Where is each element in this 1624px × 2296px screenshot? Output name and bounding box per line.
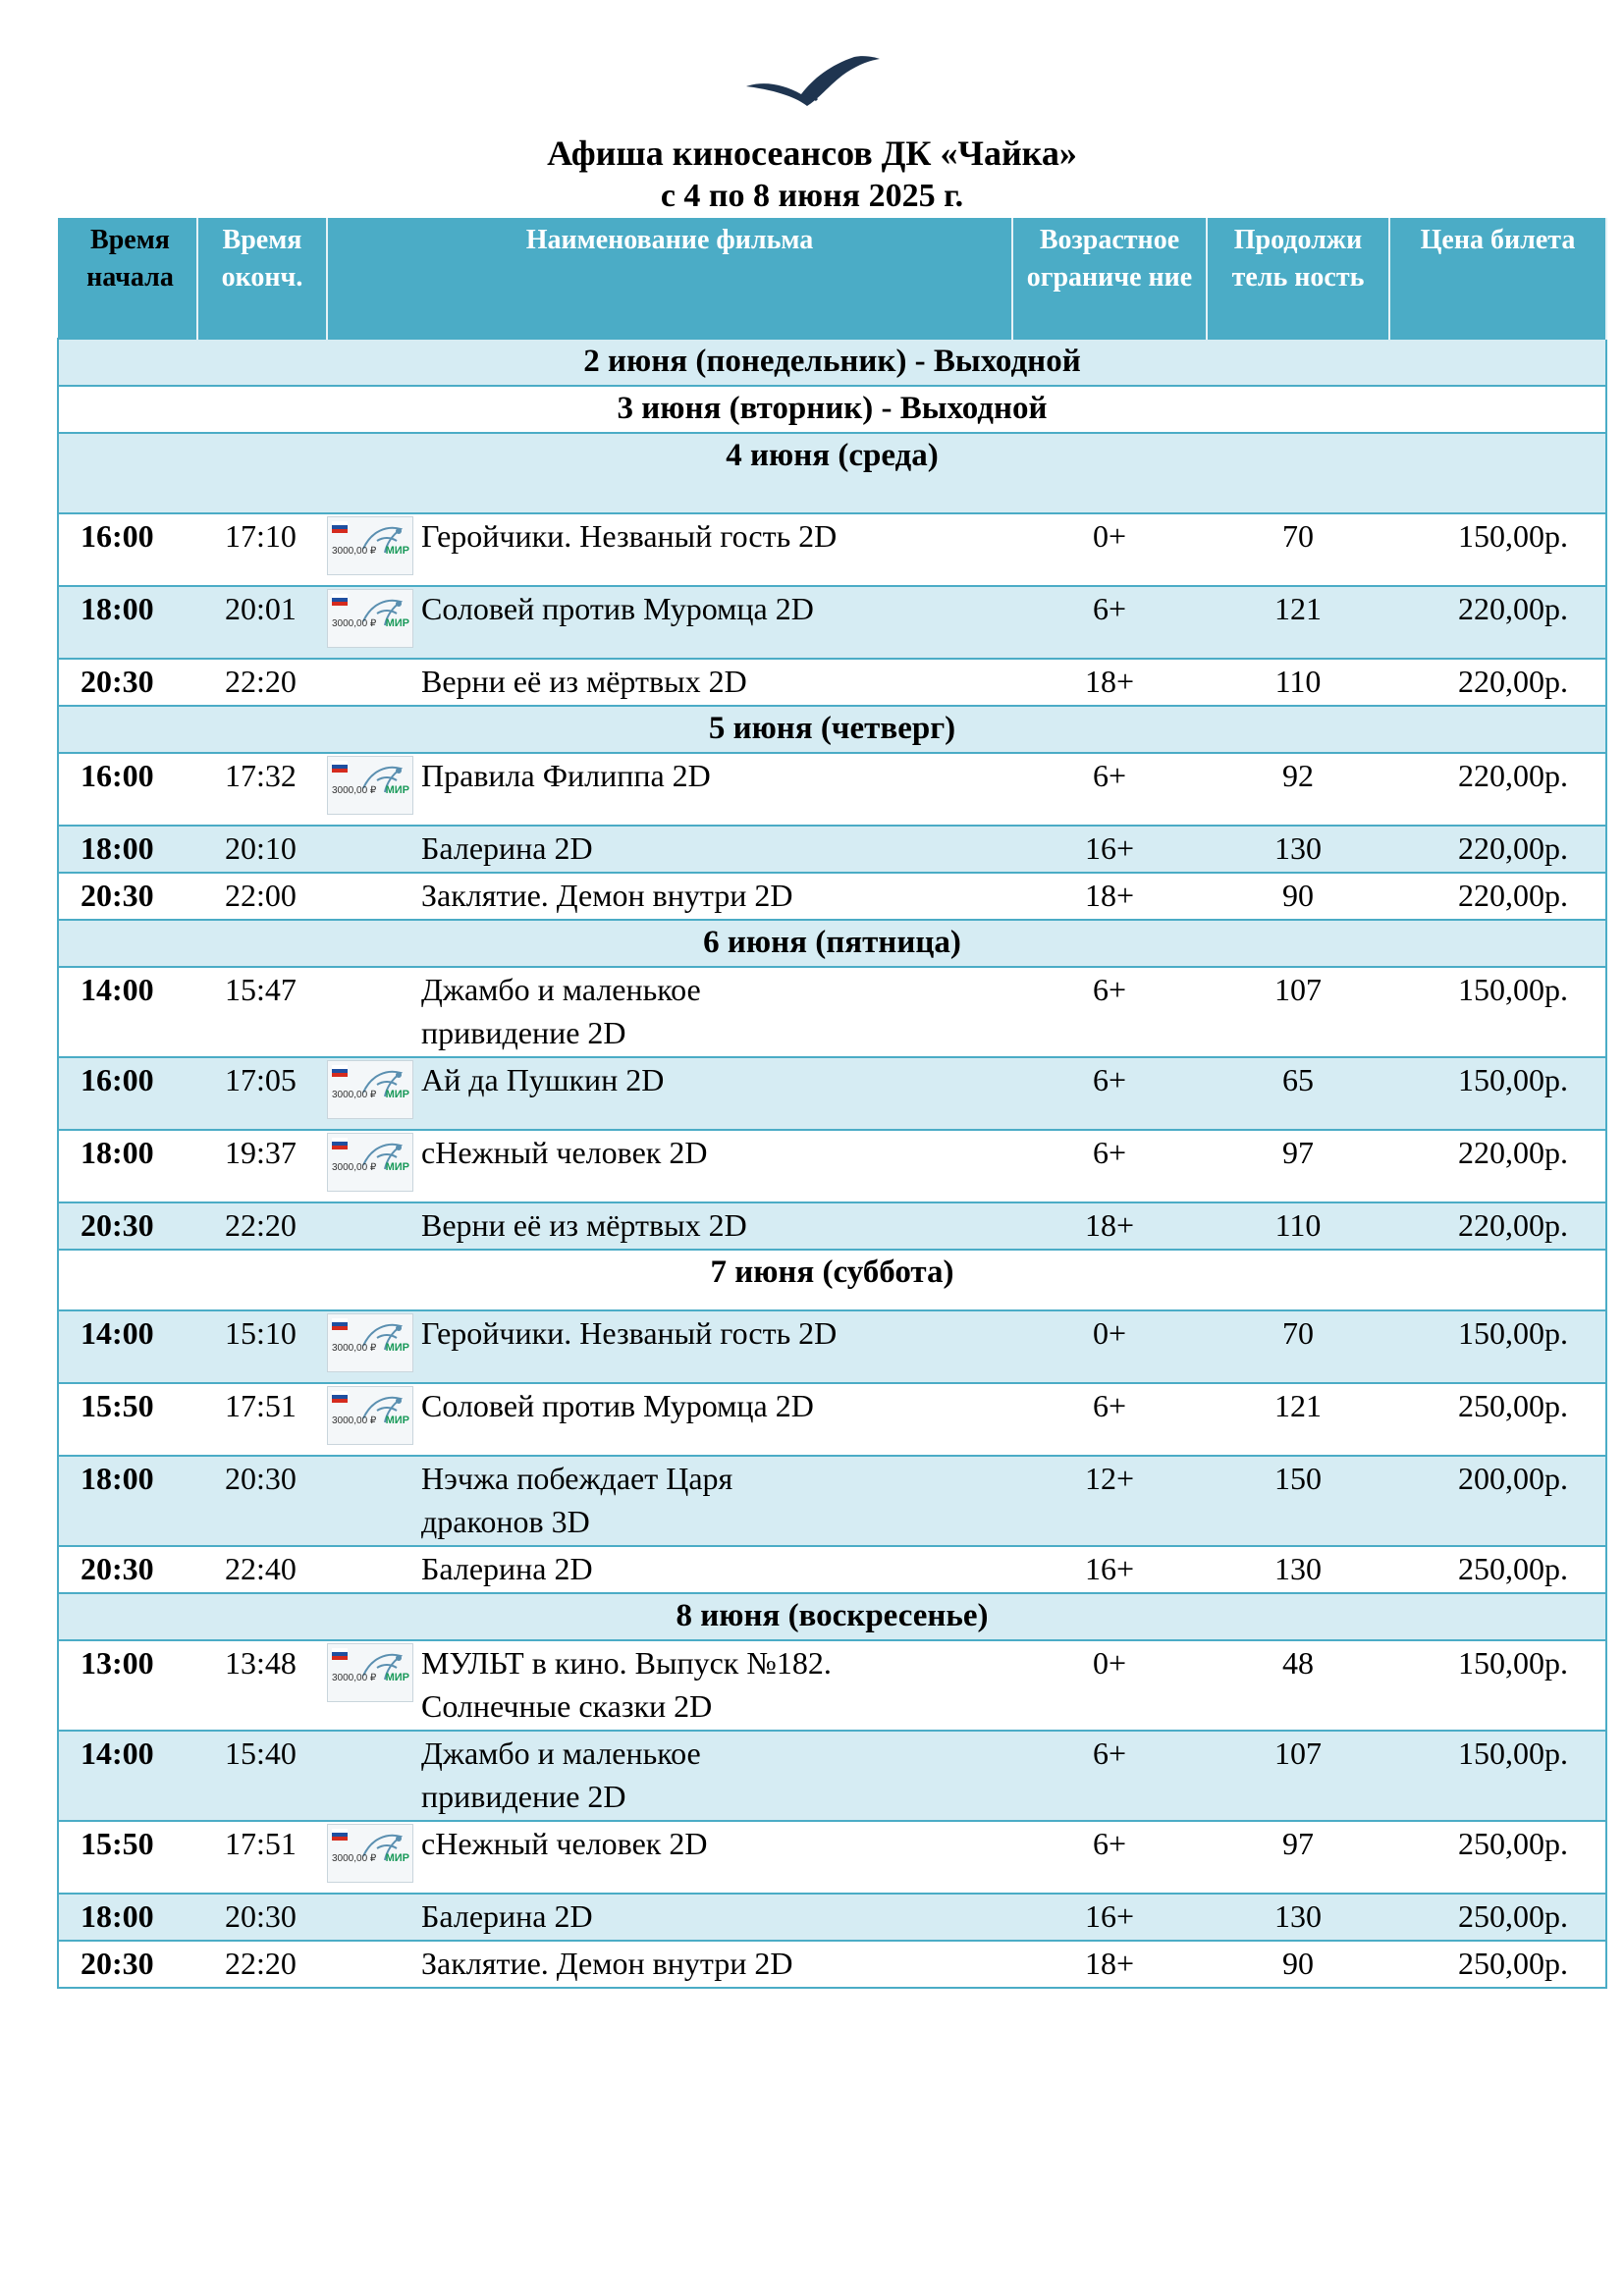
day-label: 3 июня (вторник) - Выходной (58, 386, 1606, 433)
card-value: 3000,00 ₽ (332, 1673, 377, 1683)
start-time: 13:00 (58, 1640, 197, 1731)
card-value: 3000,00 ₽ (332, 618, 377, 629)
age-rating: 18+ (1012, 659, 1207, 706)
film-title: МУЛЬТ в кино. Выпуск №182. Солнечные сказки 2D (421, 1645, 832, 1724)
age-rating: 6+ (1012, 1731, 1207, 1821)
end-time: 20:30 (197, 1456, 327, 1546)
end-time: 20:10 (197, 826, 327, 873)
session-row (58, 826, 1606, 873)
session-row (58, 1057, 1606, 1130)
start-time: 20:30 (58, 1202, 197, 1250)
pushkin-card-icon (327, 1386, 413, 1445)
day-header-row (58, 339, 1606, 386)
duration: 150 (1207, 1456, 1389, 1546)
session-row (58, 967, 1606, 1057)
ticket-price: 150,00р. (1389, 513, 1606, 586)
age-rating: 16+ (1012, 1546, 1207, 1593)
day-label: 5 июня (четверг) (58, 706, 1606, 753)
day-header-row (58, 433, 1606, 513)
pushkin-card-icon (327, 589, 413, 648)
day-header-row (58, 920, 1606, 967)
film-cell (327, 1130, 1012, 1202)
film-title: Соловей против Муромца 2D (421, 591, 814, 626)
film-cell (327, 1383, 1012, 1456)
card-brand: МИР (385, 1161, 409, 1173)
age-rating: 0+ (1012, 1640, 1207, 1731)
end-time: 13:48 (197, 1640, 327, 1731)
duration: 130 (1207, 826, 1389, 873)
age-rating: 18+ (1012, 1941, 1207, 1988)
end-time: 17:51 (197, 1821, 327, 1894)
start-time: 18:00 (58, 1894, 197, 1941)
session-row (58, 1821, 1606, 1894)
card-value: 3000,00 ₽ (332, 1415, 377, 1426)
schedule-table (57, 218, 1607, 1989)
ticket-price: 150,00р. (1389, 967, 1606, 1057)
duration: 110 (1207, 1202, 1389, 1250)
end-time: 19:37 (197, 1130, 327, 1202)
start-time: 20:30 (58, 659, 197, 706)
ticket-price: 150,00р. (1389, 1640, 1606, 1731)
ticket-price: 250,00р. (1389, 1941, 1606, 1988)
film-cell (327, 1731, 1012, 1821)
film-cell (327, 873, 1012, 920)
film-title: Верни её из мёртвых 2D (421, 664, 747, 699)
end-time: 20:30 (197, 1894, 327, 1941)
start-time: 18:00 (58, 586, 197, 659)
duration: 121 (1207, 586, 1389, 659)
age-rating: 16+ (1012, 826, 1207, 873)
duration: 97 (1207, 1821, 1389, 1894)
end-time: 22:20 (197, 1202, 327, 1250)
header-start-time: Время начала (58, 218, 197, 339)
end-time: 17:32 (197, 753, 327, 826)
duration: 121 (1207, 1383, 1389, 1456)
session-row (58, 1546, 1606, 1593)
ticket-price: 220,00р. (1389, 826, 1606, 873)
film-title: Балерина 2D (421, 1551, 593, 1586)
age-rating: 6+ (1012, 967, 1207, 1057)
age-rating: 18+ (1012, 873, 1207, 920)
start-time: 16:00 (58, 753, 197, 826)
film-cell (327, 753, 1012, 826)
day-label: 7 июня (суббота) (58, 1250, 1606, 1310)
pushkin-card-icon (327, 1643, 413, 1702)
header-film: Наименование фильма (327, 218, 1012, 339)
film-cell (327, 1057, 1012, 1130)
film-title: Верни её из мёртвых 2D (421, 1207, 747, 1243)
session-row (58, 586, 1606, 659)
ticket-price: 220,00р. (1389, 586, 1606, 659)
start-time: 15:50 (58, 1383, 197, 1456)
page-title: Афиша киносеансов ДК «Чайка» (547, 133, 1077, 173)
card-brand: МИР (385, 545, 409, 557)
day-label: 8 июня (воскресенье) (58, 1593, 1606, 1640)
card-brand: МИР (385, 617, 409, 629)
film-title: Балерина 2D (421, 830, 593, 866)
card-brand: МИР (385, 784, 409, 796)
session-row (58, 1941, 1606, 1988)
ticket-price: 220,00р. (1389, 753, 1606, 826)
duration: 65 (1207, 1057, 1389, 1130)
ticket-price: 220,00р. (1389, 1130, 1606, 1202)
film-title: Нэчжа побеждает Царя драконов 3D (421, 1461, 733, 1539)
session-row (58, 1202, 1606, 1250)
film-title: Балерина 2D (421, 1898, 593, 1934)
session-row (58, 1130, 1606, 1202)
ticket-price: 220,00р. (1389, 873, 1606, 920)
day-label: 2 июня (понедельник) - Выходной (58, 339, 1606, 386)
card-brand: МИР (385, 1672, 409, 1683)
film-cell (327, 826, 1012, 873)
film-title: сНежный человек 2D (421, 1135, 708, 1170)
age-rating: 6+ (1012, 1057, 1207, 1130)
ticket-price: 150,00р. (1389, 1057, 1606, 1130)
film-cell (327, 1546, 1012, 1593)
start-time: 18:00 (58, 1130, 197, 1202)
film-cell (327, 1310, 1012, 1383)
end-time: 22:20 (197, 659, 327, 706)
film-title: Правила Филиппа 2D (421, 758, 711, 793)
film-title: Геройчики. Незваный гость 2D (421, 518, 838, 554)
day-header-row (58, 1250, 1606, 1310)
age-rating: 6+ (1012, 1383, 1207, 1456)
film-title: Заклятие. Демон внутри 2D (421, 878, 793, 913)
film-cell (327, 659, 1012, 706)
duration: 70 (1207, 513, 1389, 586)
session-row (58, 1640, 1606, 1731)
film-cell (327, 1456, 1012, 1546)
ticket-price: 220,00р. (1389, 1202, 1606, 1250)
ticket-price: 250,00р. (1389, 1894, 1606, 1941)
card-value: 3000,00 ₽ (332, 1090, 377, 1100)
schedule-body (58, 339, 1606, 1988)
pushkin-card-icon (327, 1313, 413, 1372)
duration: 130 (1207, 1894, 1389, 1941)
header-duration: Продолжи тель ность (1207, 218, 1389, 339)
card-value: 3000,00 ₽ (332, 785, 377, 796)
end-time: 22:40 (197, 1546, 327, 1593)
card-brand: МИР (385, 1089, 409, 1100)
card-value: 3000,00 ₽ (332, 546, 377, 557)
film-cell (327, 586, 1012, 659)
session-row (58, 753, 1606, 826)
card-brand: МИР (385, 1342, 409, 1354)
age-rating: 16+ (1012, 1894, 1207, 1941)
card-brand: МИР (385, 1852, 409, 1864)
session-row (58, 1894, 1606, 1941)
start-time: 20:30 (58, 873, 197, 920)
start-time: 20:30 (58, 1546, 197, 1593)
header-end-time: Время оконч. (197, 218, 327, 339)
ticket-price: 150,00р. (1389, 1310, 1606, 1383)
ticket-price: 250,00р. (1389, 1383, 1606, 1456)
ticket-price: 250,00р. (1389, 1546, 1606, 1593)
film-cell (327, 1821, 1012, 1894)
film-title: Ай да Пушкин 2D (421, 1062, 665, 1097)
day-header-row (58, 386, 1606, 433)
duration: 70 (1207, 1310, 1389, 1383)
film-title: Заклятие. Демон внутри 2D (421, 1946, 793, 1981)
duration: 97 (1207, 1130, 1389, 1202)
session-row (58, 1383, 1606, 1456)
table-header-row (58, 218, 1606, 339)
film-title: Геройчики. Незваный гость 2D (421, 1315, 838, 1351)
start-time: 16:00 (58, 513, 197, 586)
film-cell (327, 1640, 1012, 1731)
header-price: Цена билета (1389, 218, 1606, 339)
end-time: 15:10 (197, 1310, 327, 1383)
end-time: 22:20 (197, 1941, 327, 1988)
start-time: 14:00 (58, 1310, 197, 1383)
pushkin-card-icon (327, 516, 413, 575)
page-subtitle: с 4 по 8 июня 2025 г. (660, 178, 964, 214)
duration: 48 (1207, 1640, 1389, 1731)
end-time: 17:05 (197, 1057, 327, 1130)
session-row (58, 1731, 1606, 1821)
pushkin-card-icon (327, 1824, 413, 1883)
seagull-logo (744, 51, 882, 110)
duration: 90 (1207, 1941, 1389, 1988)
age-rating: 6+ (1012, 753, 1207, 826)
film-title: сНежный человек 2D (421, 1826, 708, 1861)
age-rating: 0+ (1012, 1310, 1207, 1383)
age-rating: 6+ (1012, 586, 1207, 659)
age-rating: 12+ (1012, 1456, 1207, 1546)
header-age: Возрастное ограниче ние (1012, 218, 1207, 339)
start-time: 15:50 (58, 1821, 197, 1894)
day-header-row (58, 1593, 1606, 1640)
card-value: 3000,00 ₽ (332, 1343, 377, 1354)
session-row (58, 1456, 1606, 1546)
card-value: 3000,00 ₽ (332, 1162, 377, 1173)
day-header-row (58, 706, 1606, 753)
pushkin-card-icon (327, 1060, 413, 1119)
end-time: 17:10 (197, 513, 327, 586)
session-row (58, 513, 1606, 586)
card-value: 3000,00 ₽ (332, 1853, 377, 1864)
film-cell (327, 1202, 1012, 1250)
start-time: 18:00 (58, 826, 197, 873)
start-time: 14:00 (58, 1731, 197, 1821)
session-row (58, 1310, 1606, 1383)
start-time: 14:00 (58, 967, 197, 1057)
film-cell (327, 1941, 1012, 1988)
pushkin-card-icon (327, 756, 413, 815)
end-time: 15:40 (197, 1731, 327, 1821)
duration: 92 (1207, 753, 1389, 826)
ticket-price: 150,00р. (1389, 1731, 1606, 1821)
duration: 90 (1207, 873, 1389, 920)
film-cell (327, 513, 1012, 586)
end-time: 22:00 (197, 873, 327, 920)
duration: 130 (1207, 1546, 1389, 1593)
pushkin-card-icon (327, 1133, 413, 1192)
end-time: 17:51 (197, 1383, 327, 1456)
duration: 107 (1207, 967, 1389, 1057)
age-rating: 18+ (1012, 1202, 1207, 1250)
ticket-price: 200,00р. (1389, 1456, 1606, 1546)
age-rating: 6+ (1012, 1821, 1207, 1894)
film-title: Джамбо и маленькое привидение 2D (421, 972, 701, 1050)
duration: 110 (1207, 659, 1389, 706)
film-title: Соловей против Муромца 2D (421, 1388, 814, 1423)
film-cell (327, 967, 1012, 1057)
day-label: 6 июня (пятница) (58, 920, 1606, 967)
film-title: Джамбо и маленькое привидение 2D (421, 1735, 701, 1814)
session-row (58, 659, 1606, 706)
card-brand: МИР (385, 1415, 409, 1426)
ticket-price: 250,00р. (1389, 1821, 1606, 1894)
film-cell (327, 1894, 1012, 1941)
start-time: 16:00 (58, 1057, 197, 1130)
ticket-price: 220,00р. (1389, 659, 1606, 706)
start-time: 18:00 (58, 1456, 197, 1546)
duration: 107 (1207, 1731, 1389, 1821)
age-rating: 6+ (1012, 1130, 1207, 1202)
day-label: 4 июня (среда) (58, 433, 1606, 513)
end-time: 20:01 (197, 586, 327, 659)
age-rating: 0+ (1012, 513, 1207, 586)
session-row (58, 873, 1606, 920)
start-time: 20:30 (58, 1941, 197, 1988)
end-time: 15:47 (197, 967, 327, 1057)
